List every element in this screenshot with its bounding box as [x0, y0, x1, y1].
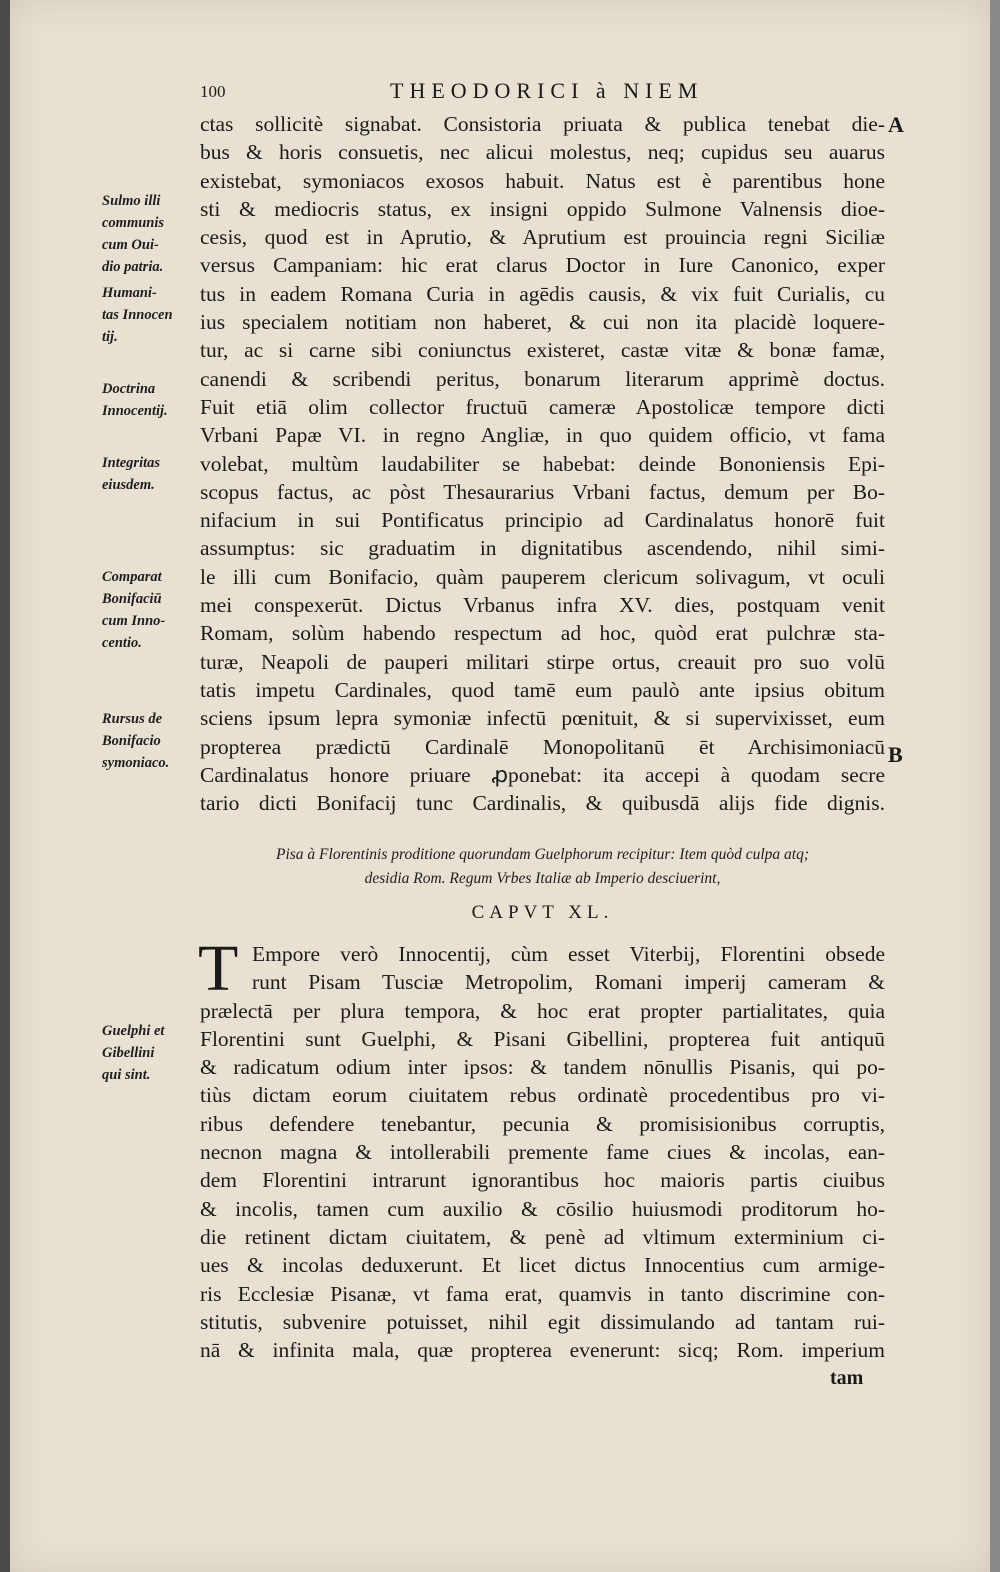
chapter-summary	[200, 843, 885, 891]
margin-note-line: dio patria.	[102, 259, 164, 275]
text-line: ribus defendere tenebantur, pecunia & promisisionibus corruptis,	[200, 1111, 885, 1136]
text-line: tiùs dictam eorum ciuitatem rebus ordinatè procedentibus pro vi-	[200, 1083, 885, 1108]
catchword: tam	[830, 1367, 864, 1389]
margin-note-line: Bonifacio	[102, 733, 161, 749]
margin-note-line: Integritas	[102, 455, 161, 471]
text-line: Cardinalatus honore priuare ꝓponebat: ita accepi à quodam secre	[200, 762, 885, 787]
text-line: & radicatum odium inter ipsos: & tandem nōnullis Pisanis, qui po-	[200, 1055, 885, 1080]
text-line: dem Florentini intrarunt ignorantibus hoc maioris partis ciuibus	[200, 1168, 885, 1193]
margin-note	[102, 708, 197, 774]
margin-note	[102, 566, 197, 654]
text-line: mei conspexerūt. Dictus Vrbanus infra XV. dies, postquam venit	[200, 593, 885, 618]
text-line: ius specialem notitiam non haberet, & cui non ita placidè loquere-	[200, 310, 885, 335]
margin-note-line: tas Innocen	[102, 307, 173, 323]
text-line: tatis impetu Cardinales, quod tamē eum paulò ante ipsius obitum	[200, 677, 885, 702]
text-line: necnon magna & intollerabili premente fame ciues & incolas, ean-	[200, 1140, 885, 1165]
margin-note-line: symoniaco.	[102, 755, 170, 771]
margin-note-line: Gibellini	[102, 1045, 155, 1061]
margin-note-line: Bonifaciū	[102, 591, 162, 607]
text-line: existebat, symoniacos exosos habuit. Natus est è parentibus hone	[200, 168, 885, 193]
margin-note-line: cum Inno-	[102, 613, 166, 629]
margin-note-line: qui sint.	[102, 1067, 151, 1083]
text-line: cesis, quod est in Aprutio, & Aprutium est prouincia regni Siciliæ	[200, 225, 885, 250]
margin-note-line: Innocentij.	[102, 403, 168, 419]
margin-note	[102, 190, 197, 278]
drop-capital: T	[198, 932, 239, 1005]
text-line: scopus factus, ac pòst Thesaurarius Vrbani factus, demum per Bo-	[200, 479, 885, 504]
margin-note	[102, 282, 197, 348]
text-line: versus Campaniam: hic erat clarus Doctor in Iure Canonico, exper	[200, 253, 885, 278]
text-line: assumptus: sic graduatim in dignitatibus ascendendo, nihil simi-	[200, 536, 885, 561]
text-line: nā & infinita mala, quæ propterea evenerunt: sicq; Rom. imperium	[200, 1338, 885, 1363]
paragraph-2	[198, 932, 885, 1364]
text-line: die retinent dictam ciuitatem, & penè ad vltimum exterminium ci-	[200, 1224, 885, 1249]
text-line: canendi & scribendi peritus, bonarum literarum apprimè doctus.	[200, 366, 885, 391]
text-line: sciens ipsum lepra symoniæ infectū pœnituit, & si supervixisset, eum	[200, 706, 885, 731]
text-line: volebat, multùm laudabiliter se habebat: deinde Bononiensis Epi-	[200, 451, 885, 476]
scan-right-edge	[990, 0, 1000, 1572]
margin-note	[102, 452, 197, 496]
text-line: turæ, Neapoli de pauperi militari stirpe ortus, creauit pro suo volū	[200, 649, 885, 674]
margin-note-line: Rursus de	[102, 711, 163, 727]
text-line: nifacium in sui Pontificatus principio ad Cardinalatus honorē fuit	[200, 508, 885, 533]
text-line: bus & horis consuetis, nec alicui molestus, neq; cupidus seu auarus	[200, 140, 885, 165]
text-line: le illi cum Bonifacio, quàm pauperem clericum solivagum, vt oculi	[200, 564, 885, 589]
scan-left-edge	[0, 0, 10, 1572]
chapter-heading: CAPVT XL.	[471, 902, 614, 923]
section-marker-a: A	[888, 112, 904, 137]
margin-note	[102, 1020, 197, 1086]
text-line: stitutis, subvenire potuisset, nihil egit dissimulando ad tantam rui-	[200, 1309, 885, 1334]
text-line: ris Ecclesiæ Pisanæ, vt fama erat, quamvis in tanto discrimine con-	[200, 1281, 885, 1306]
margin-note-line: Comparat	[102, 569, 162, 585]
text-line: tus in eadem Romana Curia in agēdis causis, & vix fuit Curialis, cu	[200, 281, 885, 306]
text-line: Vrbani Papæ VI. in regno Angliæ, in quo quidem officio, vt fama	[200, 423, 885, 448]
text-line: ues & incolas deduxerunt. Et licet dictus Innocentius cum armige-	[200, 1253, 885, 1278]
text-line: Florentini sunt Guelphi, & Pisani Gibellini, propterea fuit antiquū	[200, 1026, 885, 1051]
margin-notes-2	[102, 1020, 197, 1100]
margin-note-line: eiusdem.	[102, 477, 155, 493]
margin-note-line: Guelphi et	[102, 1023, 165, 1039]
margin-note-line: centio.	[102, 635, 142, 651]
margin-note-line: tij.	[102, 329, 118, 345]
page-number: 100	[200, 82, 226, 101]
margin-note	[102, 378, 197, 422]
margin-note-line: communis	[102, 215, 165, 231]
text-line: ctas sollicitè signabat. Consistoria priuata & publica tenebat die-	[200, 112, 885, 136]
running-head	[200, 78, 900, 108]
text-line: prælectā per plura tempora, & hoc erat propter partialitates, quia	[200, 998, 885, 1023]
paragraph-1	[200, 110, 885, 817]
text-line: tur, ac si carne sibi coniunctus existeret, castæ vitæ & bonæ famæ,	[200, 338, 885, 363]
margin-notes-1	[102, 190, 197, 790]
text-line: runt Pisam Tusciæ Metropolim, Romani imperij cameram &	[252, 970, 885, 995]
margin-note-line: cum Oui-	[102, 237, 159, 253]
text-line: & incolis, tamen cum auxilio & cōsilio huiusmodi proditorum ho-	[200, 1196, 885, 1221]
text-line: Fuit etiā olim collector fructuū cameræ Apostolicæ tempore dicti	[200, 394, 885, 419]
text-line: Empore verò Innocentij, cùm esset Viterbij, Florentini obsede	[252, 942, 885, 966]
section-marker-b: B	[888, 742, 903, 767]
summary-line: desidia Rom. Regum Vrbes Italiæ ab Imperio desciuerint,	[364, 870, 721, 887]
summary-line: Pisa à Florentinis proditione quorundam Guelphorum recipitur: Item quòd culpa atq;	[276, 846, 809, 863]
margin-note-line: Doctrina	[102, 381, 156, 397]
text-line: sti & mediocris status, ex insigni oppido Sulmone Valnensis dioe-	[200, 196, 885, 221]
text-line: propterea prædictū Cardinalē Monopolitanū ēt Archisimoniacū	[200, 734, 885, 759]
running-title: THEODORICI à NIEM	[390, 78, 704, 103]
text-line: Romam, solùm habendo respectum ad hoc, quòd erat pulchræ sta-	[200, 621, 885, 646]
margin-note-line: Humani-	[102, 285, 157, 301]
margin-note-line: Sulmo illi	[102, 193, 161, 209]
text-line: tario dicti Bonifacij tunc Cardinalis, & quibusdā alijs fide dignis.	[200, 791, 885, 816]
